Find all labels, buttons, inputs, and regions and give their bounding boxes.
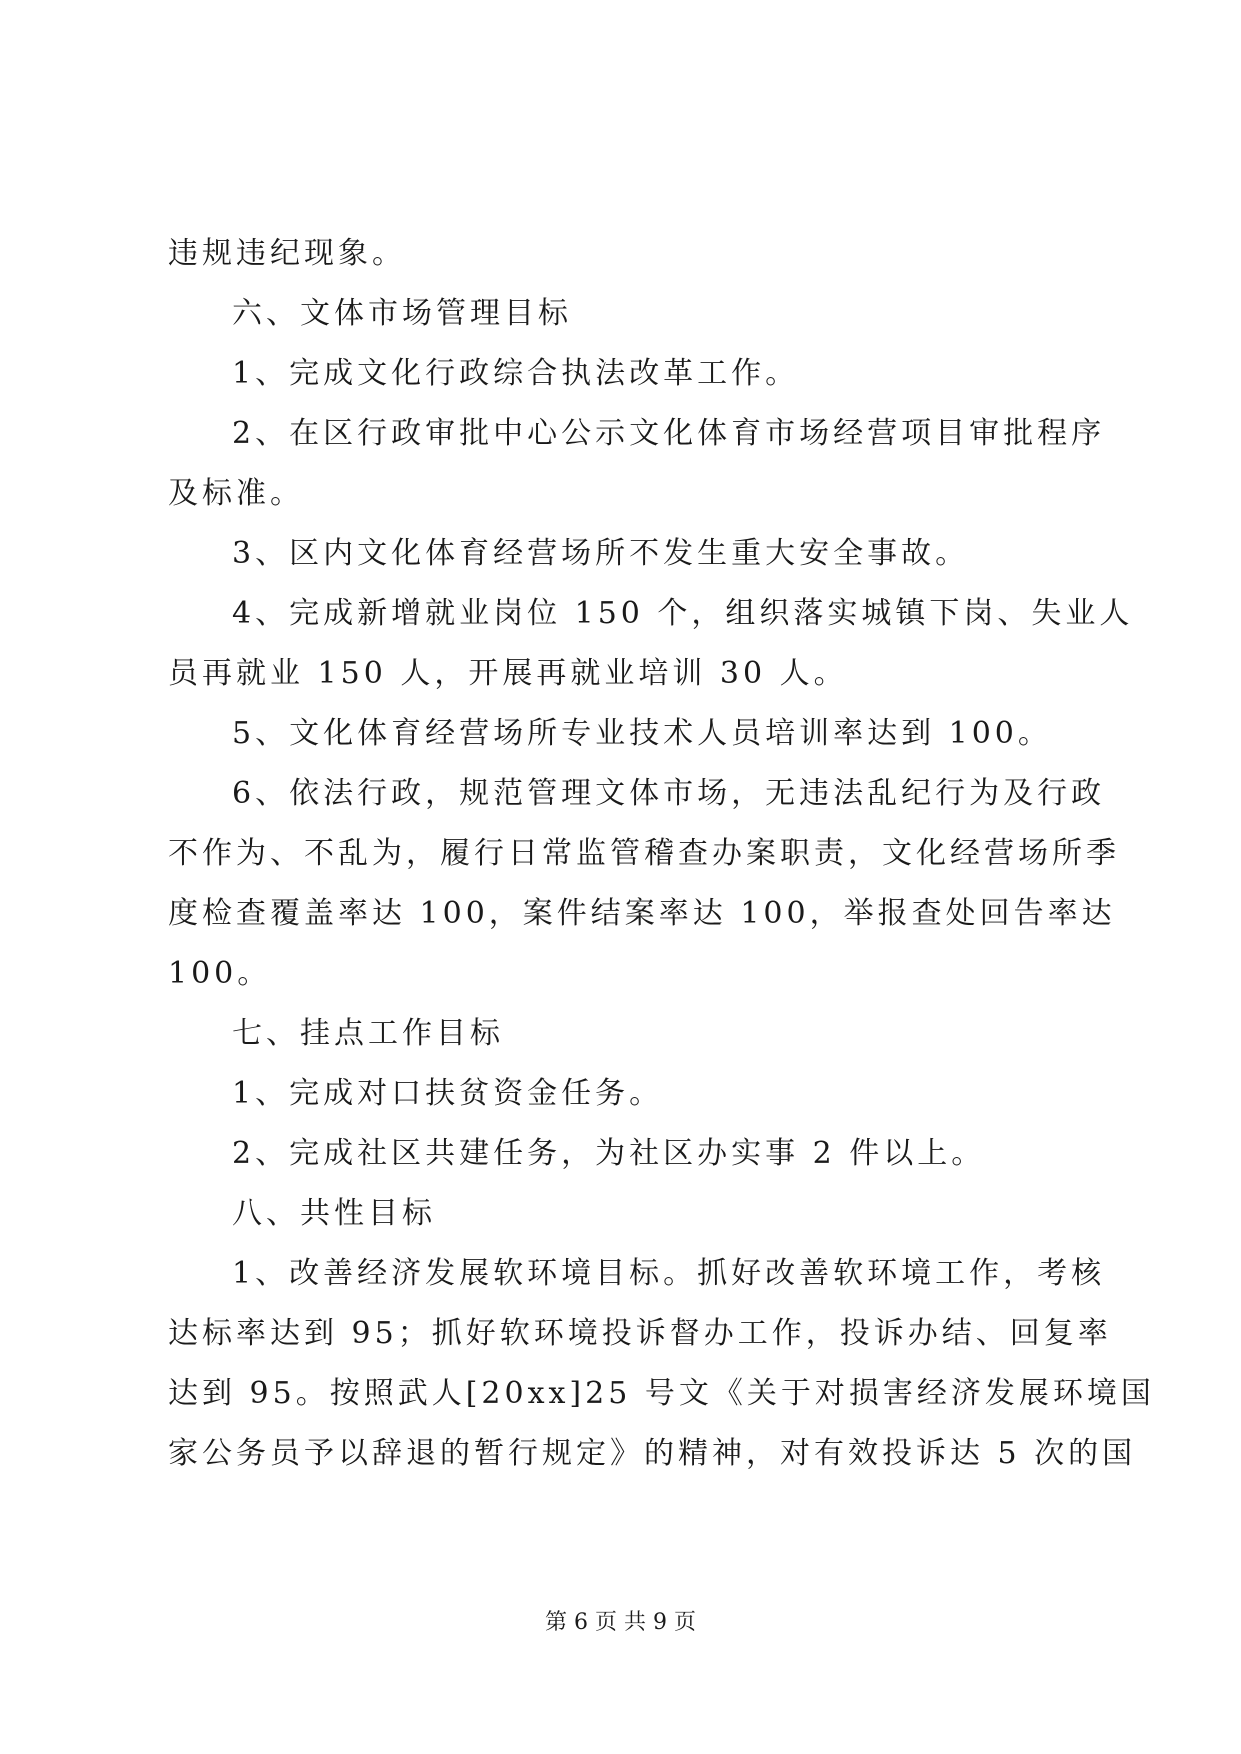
document-body <box>168 224 1155 1484</box>
text-line: 员再就业 150 人，开展再就业培训 30 人。 <box>168 656 848 691</box>
text-line: 违规违纪现象。 <box>168 236 406 271</box>
text-line: 不作为、不乱为，履行日常监管稽查办案职责，文化经营场所季 <box>168 836 1120 871</box>
text-line: 100。 <box>168 956 272 991</box>
text-line: 1、完成文化行政综合执法改革工作。 <box>232 356 800 391</box>
page-number-footer: 第 6 页 共 9 页 <box>545 1610 696 1635</box>
text-line: 度检查覆盖率达 100，案件结案率达 100，举报查处回告率达 <box>168 896 1116 931</box>
text-line: 2、完成社区共建任务，为社区办实事 2 件以上。 <box>232 1136 986 1171</box>
text-line: 6、依法行政，规范管理文体市场，无违法乱纪行为及行政 <box>232 776 1106 811</box>
text-line: 5、文化体育经营场所专业技术人员培训率达到 100。 <box>232 716 1052 751</box>
text-line: 达标率达到 95；抓好软环境投诉督办工作，投诉办结、回复率 <box>168 1316 1112 1351</box>
text-line: 2、在区行政审批中心公示文化体育市场经营项目审批程序 <box>232 416 1106 451</box>
text-line: 1、改善经济发展软环境目标。抓好改善软环境工作，考核 <box>232 1256 1106 1291</box>
text-line: 八、共性目标 <box>232 1196 436 1231</box>
text-line: 七、挂点工作目标 <box>232 1016 504 1051</box>
text-line: 及标准。 <box>168 476 304 511</box>
text-line: 4、完成新增就业岗位 150 个，组织落实城镇下岗、失业人 <box>232 596 1134 631</box>
text-line: 3、区内文化体育经营场所不发生重大安全事故。 <box>232 536 970 571</box>
text-line: 家公务员予以辞退的暂行规定》的精神，对有效投诉达 5 次的国 <box>168 1436 1137 1471</box>
text-line: 1、完成对口扶贫资金任务。 <box>232 1076 664 1111</box>
text-line: 达到 95。按照武人[20xx]25 号文《关于对损害经济发展环境国 <box>168 1376 1155 1411</box>
text-line: 六、文体市场管理目标 <box>232 296 572 331</box>
